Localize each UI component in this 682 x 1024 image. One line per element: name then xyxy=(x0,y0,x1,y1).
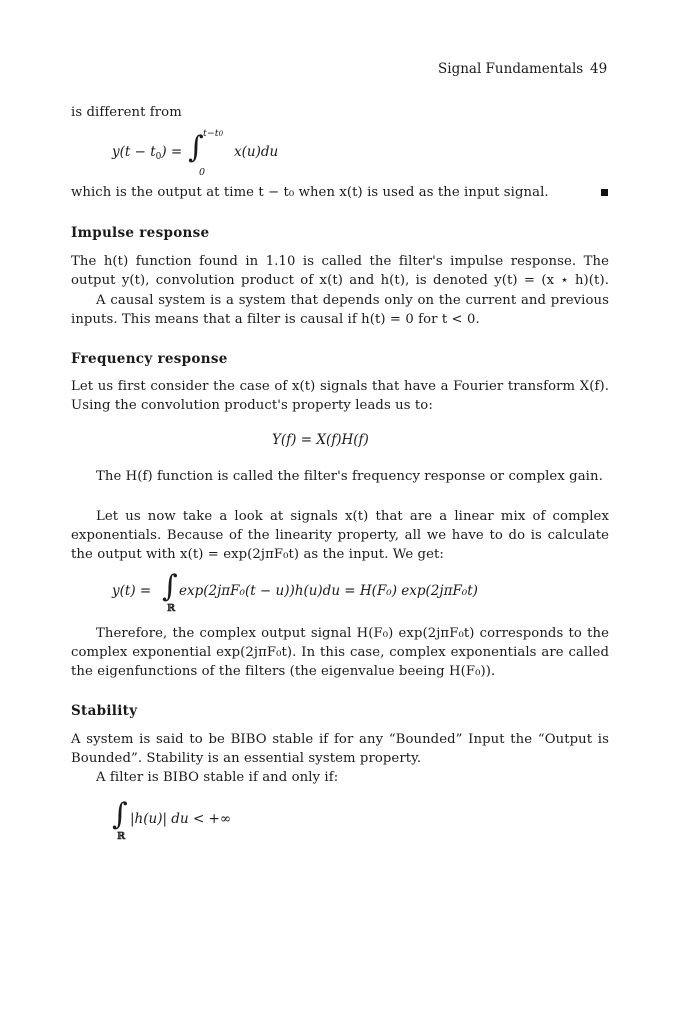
integral-sign: ∫ xyxy=(188,130,204,165)
frequency-p1-line2: Using the convolution product's property leads us to: xyxy=(71,398,433,413)
stability-p1-line2: Bounded”. Stability is an essential system property. xyxy=(71,751,422,766)
integral-sign: ∫ xyxy=(112,797,128,832)
intro-line-2: which is the output at time t − t₀ when x(t) is used as the input signal. xyxy=(71,185,549,200)
eq2-body: exp(2jπF₀(t − u))h(u)du = H(F₀) exp(2jπF₀t) xyxy=(179,583,478,599)
integral-sign: ∫ xyxy=(162,569,178,604)
stability-equation: |h(u)| du < +∞ xyxy=(130,811,232,827)
frequency-p3-line3: the output with x(t) = exp(2jπF₀t) as the input. We get: xyxy=(71,547,444,562)
eq1-upper-bound: t−t0 xyxy=(203,128,224,139)
intro-line-1: is different from xyxy=(71,105,182,120)
eq1-lower-bound: 0 xyxy=(199,167,206,178)
impulse-p2-line1: A causal system is a system that depends only on the current and previous xyxy=(96,293,609,308)
heading-impulse-response: Impulse response xyxy=(71,225,210,241)
impulse-p2-line2: inputs. This means that a filter is causal if h(t) = 0 for t < 0. xyxy=(71,312,480,327)
frequency-p1-line1: Let us first consider the case of x(t) signals that have a Fourier transform X(f). xyxy=(71,379,609,394)
page-number: 49 xyxy=(590,61,608,77)
frequency-p4-line2: complex exponential exp(2jπF₀t). In this case, complex exponentials are called xyxy=(71,645,609,660)
eq1-lhs-sub: 0 xyxy=(155,152,162,162)
stability-eq-domain: ℝ xyxy=(117,831,126,842)
impulse-p1-line2: output y(t), convolution product of x(t) and h(t), is denoted y(t) = (x ⋆ h)(t). xyxy=(71,273,609,288)
eq2-domain: ℝ xyxy=(167,603,176,614)
heading-frequency-response: Frequency response xyxy=(71,351,228,367)
frequency-p3-line2: exponentials. Because of the linearity property, all we have to do is calculate xyxy=(71,528,609,543)
eq2-lhs: y(t) = xyxy=(112,583,152,599)
equation-integral-y xyxy=(112,144,182,162)
frequency-p4-line1: Therefore, the complex output signal H(F₀) exp(2jπF₀t) corresponds to the xyxy=(96,626,609,641)
eq1-integrand: x(u)du xyxy=(234,144,279,160)
frequency-p3-line1: Let us now take a look at signals x(t) that are a linear mix of complex xyxy=(96,509,609,524)
equation-frequency-response: Y(f) = X(f)H(f) xyxy=(272,432,369,448)
frequency-p4-line3: the eigenfunctions of the filters (the eigenvalue beeing H(F₀)). xyxy=(71,664,496,679)
impulse-p1-line1: The h(t) function found in 1.10 is called the filter's impulse response. The xyxy=(71,254,609,269)
frequency-p2: The H(f) function is called the filter's frequency response or complex gain. xyxy=(96,469,603,484)
qed-square-icon xyxy=(601,189,608,196)
eq1-lhs-close: ) = xyxy=(161,144,183,160)
stability-p1-line1: A system is said to be BIBO stable if for any “Bounded” Input the “Output is xyxy=(71,732,609,747)
heading-stability: Stability xyxy=(71,703,138,719)
running-title: Signal Fundamentals xyxy=(438,61,584,77)
eq1-lhs: y(t − t xyxy=(112,144,156,160)
stability-p2: A filter is BIBO stable if and only if: xyxy=(96,770,339,785)
